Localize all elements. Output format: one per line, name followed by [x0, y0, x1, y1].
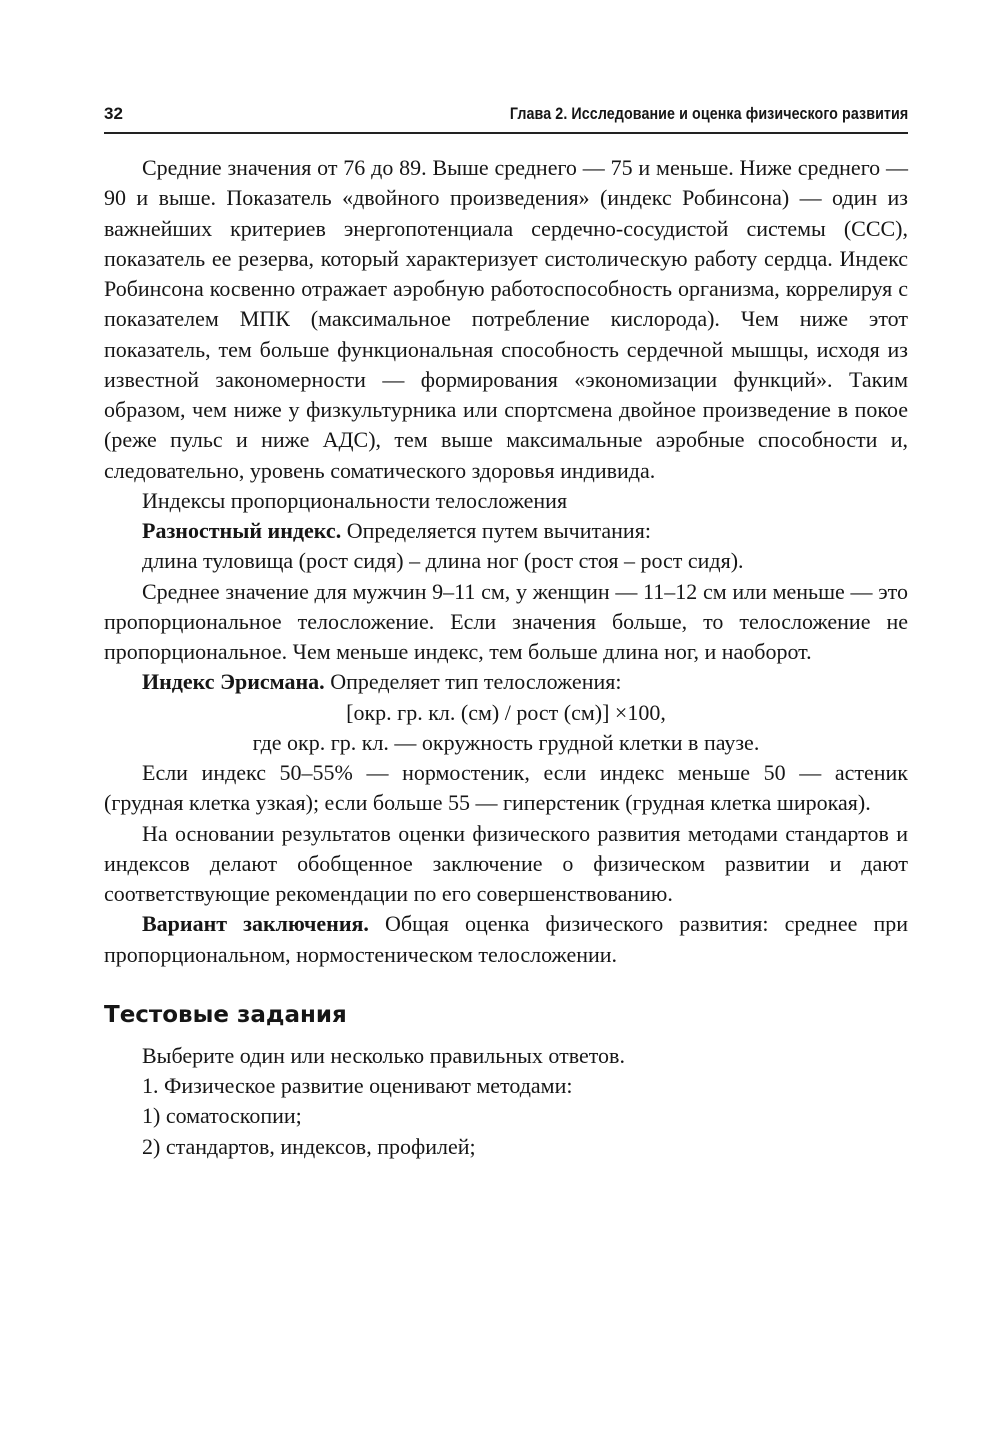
running-header [104, 104, 908, 130]
page-body [104, 153, 908, 1162]
header-rule [104, 132, 908, 134]
paragraph-erisman-values: Если индекс 50–55% — нормостеник, если индекс меньше 50 — астеник (грудная клетка узкая); если больше 55 — гиперстеник (грудная клетка широкая). [104, 760, 908, 816]
formula-difference-index: длина туловища (рост сидя) – длина ног (рост стоя – рост сидя). [142, 548, 744, 574]
erisman-index-text: Определяет тип телосложения: [324, 669, 622, 695]
term-conclusion-variant: Вариант заключения. [142, 911, 369, 937]
paragraph-erisman-index [104, 667, 908, 697]
paragraph-proportion-indices: Индексы пропорциональности телосложения [142, 487, 568, 513]
paragraph-difference-values: Среднее значение для мужчин 9–11 см, у женщин — 11–12 см или меньше — это пропорциональное телосложение. Если значения больше, то телосложение не пропорциональное. Чем меньше индекс, тем больше длина ног, и наоборот. [104, 578, 908, 664]
paragraph-conclusion-variant [104, 909, 908, 970]
paragraph-conclusion: На основании результатов оценки физического развития методами стандартов и индексов делают обобщенное заключение о физическом развитии и дают соответствующие рекомендации по его совершенствованию. [104, 820, 908, 906]
chapter-title: Глава 2. Исследование и оценка физического развития [509, 104, 908, 123]
test-instruction: Выберите один или несколько правильных ответов. [142, 1042, 625, 1068]
term-difference-index: Разностный индекс. [142, 518, 342, 543]
page-number: 32 [104, 104, 124, 123]
test-option-2: 2) стандартов, индексов, профилей; [142, 1133, 476, 1159]
conclusion-variant-text: Общая оценка физического развития: среднее при пропорциональном, нормостеническом телосложении. [104, 911, 908, 967]
test-option-1: 1) соматоскопии; [142, 1103, 302, 1129]
paragraph-robinson-index: Средние значения от 76 до 89. Выше среднего — 75 и меньше. Ниже среднего — 90 и выше. Показатель «двойного произведения» (индекс Робинсона) — один из важнейших критериев энергопотенциала сердечно-сосудистой системы (ССС), показатель ее резерва, который характеризует систолическую работу сердца. Индекс Робинсона косвенно отражает аэробную работоспособность организма, коррелируя с показателем МПК (максимальное потребление кислорода). Чем ниже этот показатель, тем больше функциональная способность сердечной мышцы, исходя из известной закономерности — формирования «экономизации функций». Таким образом, чем ниже у физкультурника или спортсмена двойное произведение в покое (реже пульс и ниже АДС), тем выше максимальные аэробные способности и, следовательно, уровень соматического здоровья индивида. [104, 155, 908, 483]
term-erisman-index: Индекс Эрисмана. [142, 669, 325, 695]
difference-index-text: Определяется путем вычитания: [341, 518, 651, 543]
paragraph-difference-index [104, 516, 908, 546]
section-heading-tests: Тестовые задания [104, 1001, 347, 1028]
test-question-1: 1. Физическое развитие оценивают методами: [142, 1073, 573, 1098]
formula-erisman-index: [окр. гр. кл. (см) / рост (см)] ×100, [346, 699, 666, 725]
formula-note: где окр. гр. кл. — окружность грудной клетки в паузе. [252, 729, 760, 755]
